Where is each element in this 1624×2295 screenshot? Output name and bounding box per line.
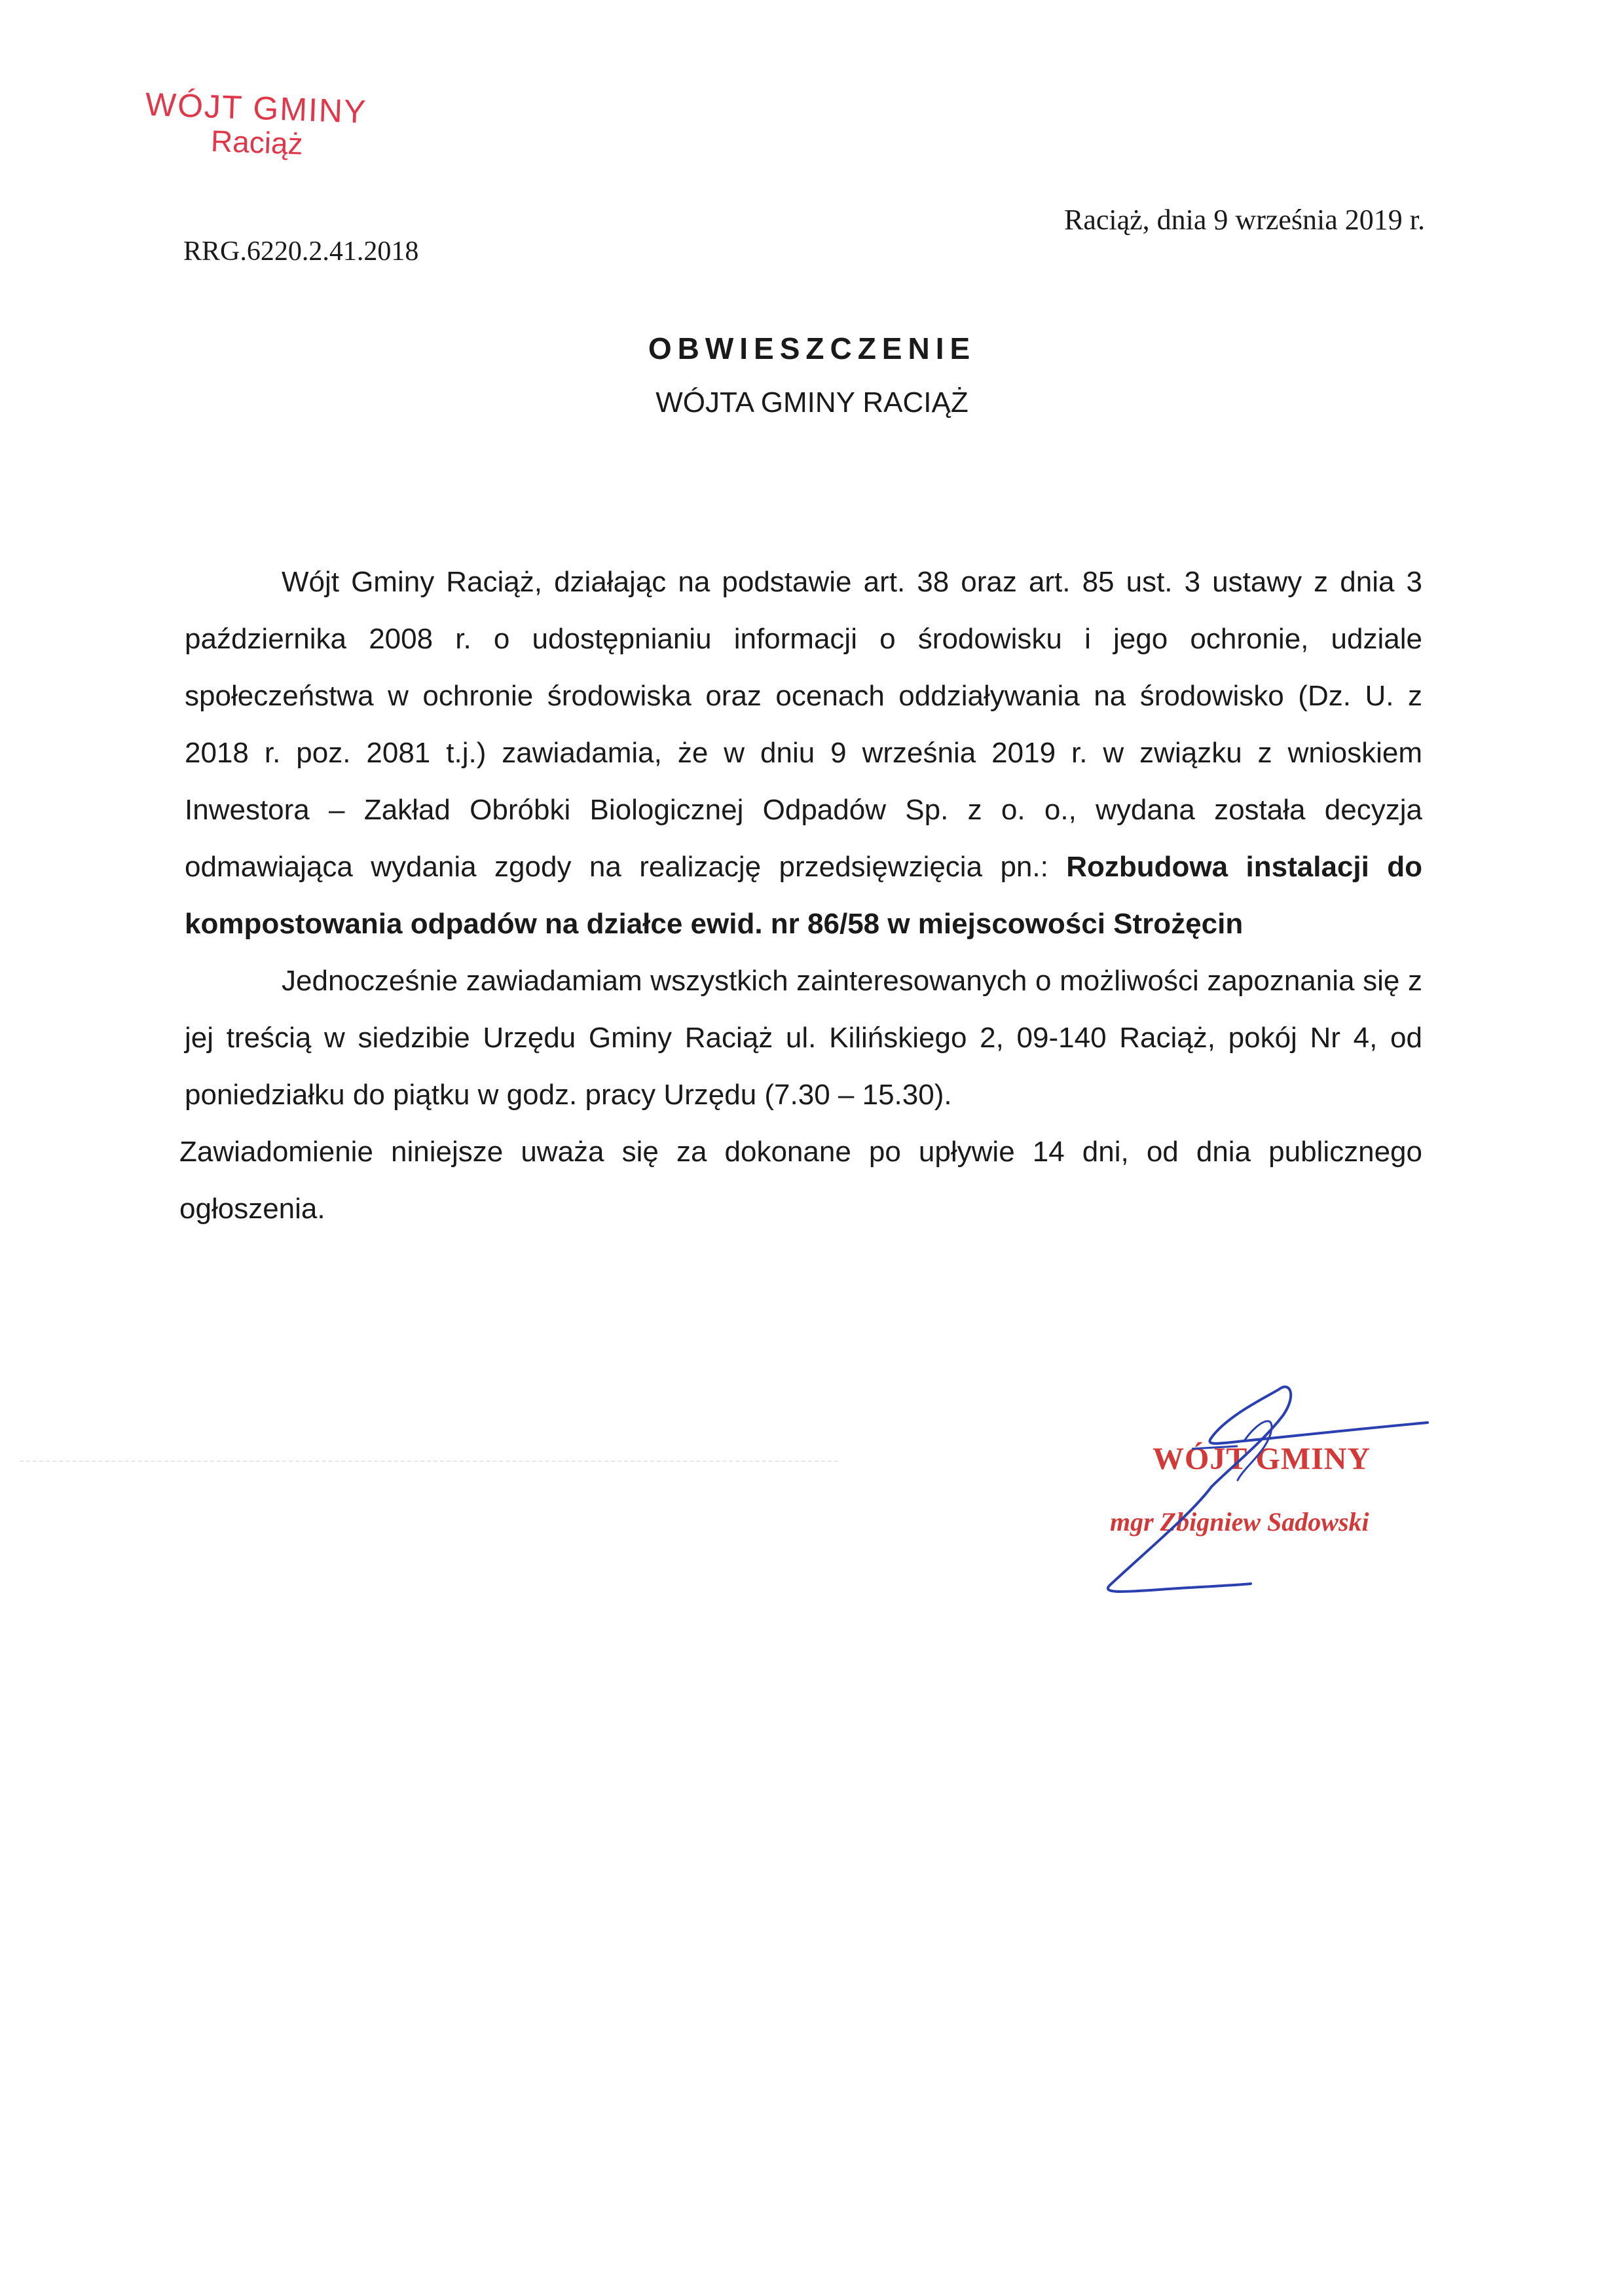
stamp-line-2: Raciąż: [210, 123, 304, 161]
document-subtitle: WÓJTA GMINY RACIĄŻ: [655, 386, 969, 419]
project-name: Rozbudowa instalacji do kompostowania odpadów na działce ewid. nr 86/58 w miejscowości Strożęcin: [185, 851, 1422, 940]
signature-title: WÓJT GMINY: [1153, 1442, 1371, 1476]
scan-divider: [20, 1461, 838, 1462]
paragraph-1-text: Wójt Gminy Raciąż, działając na podstawie art. 38 oraz art. 85 ust. 3 ustawy z dnia 3 października 2008 r. o udostępnianiu informacji o środowisku i jego ochronie, udziale społeczeństwa w ochronie środowiska oraz ocenach oddziaływania na środowisko (Dz. U. z 2018 r. poz. 2081 t.j.) zawiadamia, że w dniu 9 września 2019 r. w związku z wnioskiem Inwestora – Zakład Obróbki Biologicznej Odpadów Sp. z o. o., wydana została decyzja odmawiająca wydania zgody na realizację przedsięwzięcia pn.:: [185, 566, 1422, 883]
reference-number: RRG.6220.2.41.2018: [183, 236, 419, 267]
paragraph-2: Jednocześnie zawiadamiam wszystkich zainteresowanych o możliwości zapoznania się z jej treścią w siedzibie Urzędu Gminy Raciąż ul. Kilińskiego 2, 09-140 Raciąż, pokój Nr 4, od poniedziałku do piątku w godz. pracy Urzędu (7.30 – 15.30).: [185, 965, 1422, 1111]
document-title: OBWIESZCZENIE: [648, 331, 976, 365]
handwritten-signature: [1048, 1375, 1493, 1637]
stamp-line-1: WÓJT GMINY: [145, 86, 368, 130]
paragraph-3: Zawiadomienie niniejsze uważa się za dokonane po upływie 14 dni, od dnia publicznego ogłoszenia.: [179, 1136, 1422, 1225]
paragraph-1: [185, 553, 1422, 952]
document-body: [179, 553, 1422, 1237]
signature-block: [1048, 1375, 1493, 1637]
place-date: Raciąż, dnia 9 września 2019 r.: [1063, 204, 1425, 236]
office-stamp: [145, 85, 367, 161]
signature-name: mgr Zbigniew Sadowski: [1110, 1507, 1369, 1537]
